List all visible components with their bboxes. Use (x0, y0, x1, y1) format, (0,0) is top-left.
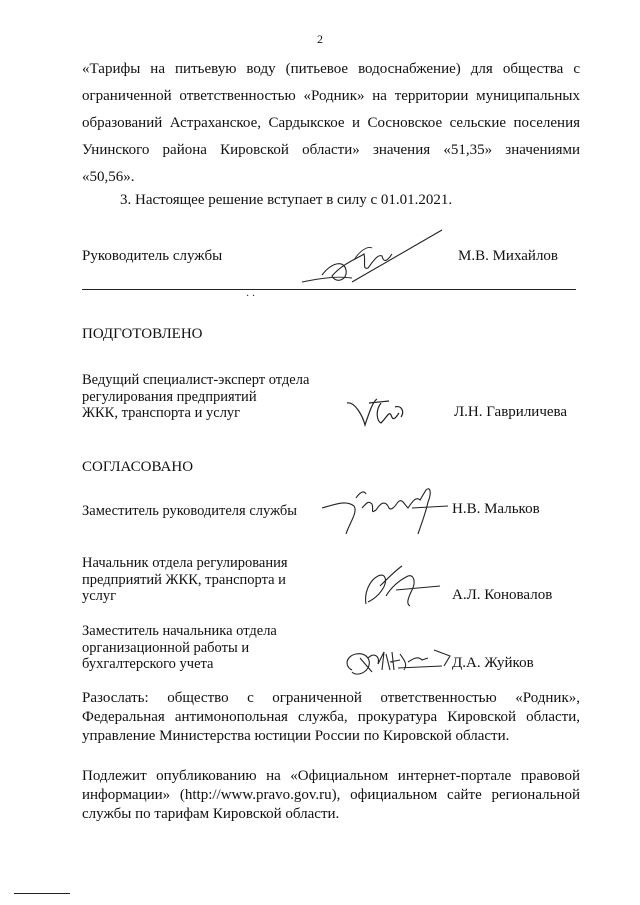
distribution-line: Разослать: общество с ограниченной ответственностью «Родник», (82, 690, 580, 706)
chief-title-line: предприятий ЖКК, транспорта и (82, 571, 286, 588)
chief-name: А.Л. Коновалов (452, 587, 553, 603)
deputy-chief-title (82, 623, 277, 673)
paragraph-line: «Тарифы на питьевую воду (питьевое водоснабжение) для общества с (82, 61, 580, 77)
chief-signature (356, 556, 446, 614)
deputy-title: Заместитель руководителя службы (82, 503, 298, 519)
chief-title-line: услуг (82, 588, 117, 604)
prepared-name: Л.Н. Гавриличева (454, 404, 568, 420)
deputy-chief-name: Д.А. Жуйков (452, 655, 534, 671)
separator-line (82, 289, 576, 290)
deputy-chief-title-line: Заместитель начальника отдела (82, 623, 277, 639)
prepared-heading: ПОДГОТОВЛЕНО (82, 326, 203, 342)
publication-line: службы по тарифам Кировской области. (82, 806, 340, 822)
head-signature (292, 220, 452, 305)
prepared-title-line: Ведущий специалист-эксперт отдела (82, 372, 310, 388)
distribution-list (82, 689, 580, 746)
paragraph-line: Унинского района Кировской области» значения «51,35» значениями (82, 142, 580, 158)
agreed-heading: СОГЛАСОВАНО (82, 459, 194, 475)
item-3-text: 3. Настоящее решение вступает в силу с 01.01.2021. (120, 192, 453, 208)
prepared-title-line: ЖКК, транспорта и услуг (82, 405, 241, 421)
paragraph-line: ограниченной ответственностью «Родник» на территории муниципальных (82, 88, 580, 104)
footer-rule (14, 893, 70, 894)
deputy-chief-signature (338, 636, 462, 680)
head-name: М.В. Михайлов (458, 248, 559, 264)
head-title: Руководитель службы (82, 248, 223, 264)
prepared-signature (343, 393, 413, 431)
scan-mark: · · (246, 291, 256, 302)
deputy-chief-title-line: организационной работы и (82, 639, 250, 656)
decision-paragraph (82, 56, 580, 191)
paragraph-line: «50,56». (82, 169, 135, 185)
deputy-signature (316, 478, 456, 540)
prepared-title-line: регулирования предприятий (82, 388, 257, 405)
chief-title-line: Начальник отдела регулирования (82, 555, 288, 571)
deputy-chief-title-line: бухгалтерского учета (82, 656, 214, 672)
publication-line: информации» (http://www.pravo.gov.ru), официальном сайте региональной (82, 787, 580, 803)
distribution-line: управление Министерства юстиции России по Кировской области. (82, 728, 510, 744)
prepared-title (82, 372, 309, 422)
paragraph-line: образований Астраханское, Сардыкское и Сосновское сельские поселения (82, 115, 580, 131)
page-number: 2 (317, 32, 323, 46)
deputy-name: Н.В. Мальков (452, 501, 540, 517)
publication-note (82, 767, 580, 824)
publication-line: Подлежит опубликованию на «Официальном интернет-портале правовой (82, 768, 580, 784)
distribution-line: Федеральная антимонопольная служба, прокуратура Кировской области, (82, 709, 580, 725)
chief-title (82, 555, 288, 605)
